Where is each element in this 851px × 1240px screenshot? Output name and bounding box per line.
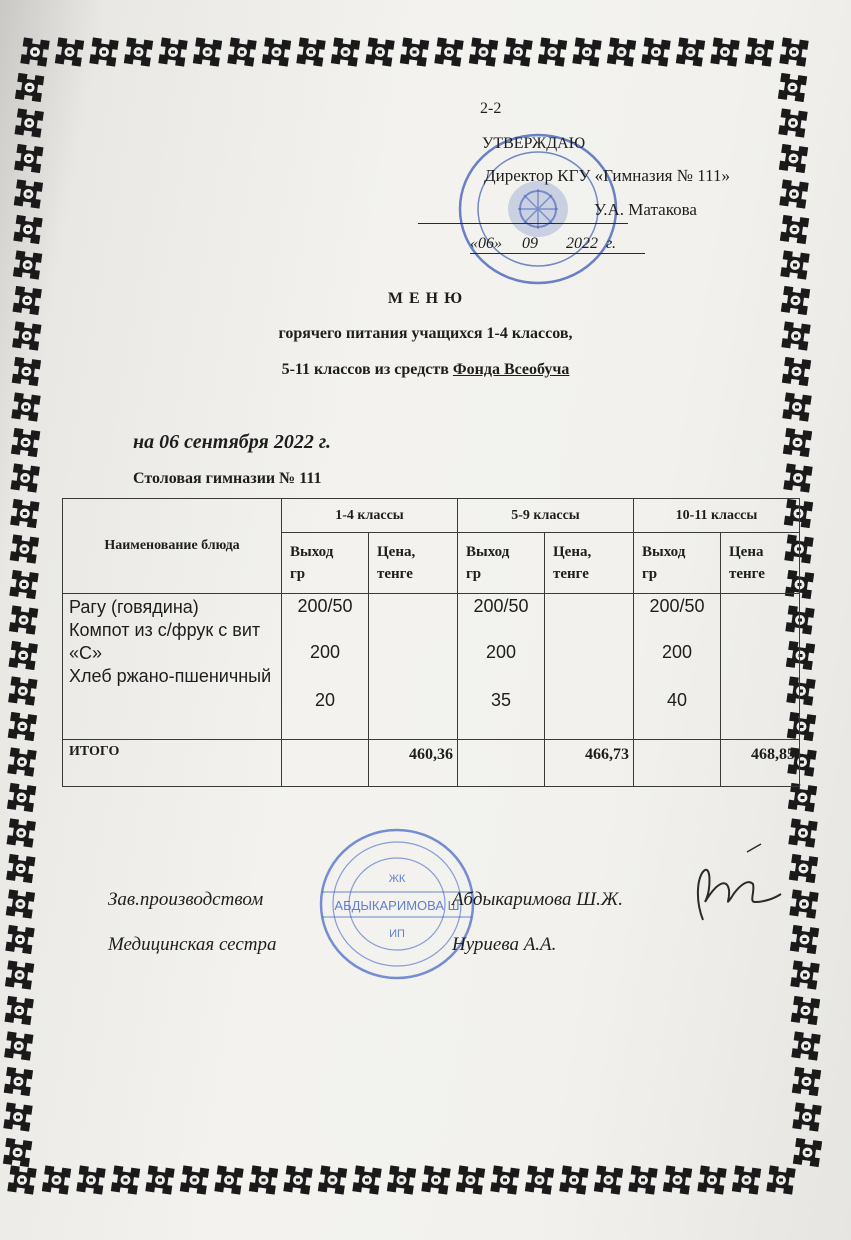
table-row <box>63 594 800 740</box>
handwritten-signature <box>675 840 785 930</box>
role-nurse: Медицинская сестра <box>108 934 277 955</box>
table-header-row <box>63 499 800 533</box>
stamp-top-text: ЖК <box>388 873 406 885</box>
border-ornament <box>434 37 463 66</box>
total-empty-cell <box>634 740 721 787</box>
dish-item: Компот из с/фрук с вит «С» <box>69 620 261 663</box>
total-empty-cell <box>282 740 369 787</box>
yield-header: Выход гр <box>458 533 545 594</box>
dish-list <box>63 594 282 740</box>
border-ornament <box>779 179 808 208</box>
border-ornament <box>790 960 819 989</box>
border-ornament <box>9 570 38 599</box>
border-ornament <box>227 37 256 66</box>
border-ornament <box>5 925 34 954</box>
border-ornament <box>788 783 817 812</box>
menu-date: на 06 сентября 2022 г. <box>133 431 331 453</box>
border-ornament <box>352 1165 381 1194</box>
border-ornament <box>9 605 38 634</box>
yield-values-1-4: 200/50 200 20 <box>282 594 369 740</box>
border-ornament <box>792 1102 821 1131</box>
border-ornament <box>641 37 670 66</box>
yield-header: Выход гр <box>282 533 369 594</box>
border-ornament <box>15 108 44 137</box>
border-ornament <box>214 1165 243 1194</box>
border-ornament <box>572 37 601 66</box>
border-ornament <box>782 392 811 421</box>
canteen-name: Столовая гимназии № 111 <box>133 470 322 487</box>
approval-date: «06» 09 2022 г. <box>470 235 645 254</box>
border-ornament <box>9 641 38 670</box>
group-header-1-4: 1-4 классы <box>282 499 458 533</box>
border-ornament <box>3 1102 32 1131</box>
border-ornament <box>780 250 809 279</box>
yield-header: Выход гр <box>634 533 721 594</box>
border-ornament <box>778 73 807 102</box>
border-ornament <box>5 996 34 1025</box>
border-ornament <box>318 1165 347 1194</box>
border-ornament <box>676 37 705 66</box>
border-ornament <box>8 676 37 705</box>
signature-line <box>418 223 628 224</box>
border-ornament <box>456 1165 485 1194</box>
group-header-5-9: 5-9 классы <box>458 499 634 533</box>
border-ornament <box>538 37 567 66</box>
border-ornament <box>789 854 818 883</box>
border-ornament <box>158 37 187 66</box>
price-header: Цена тенге <box>721 533 800 594</box>
border-ornament <box>778 108 807 137</box>
name-nurse: Нуриева А.А. <box>452 934 557 955</box>
border-ornament <box>89 37 118 66</box>
border-ornament <box>55 37 84 66</box>
border-ornament <box>503 37 532 66</box>
border-ornament <box>791 996 820 1025</box>
yield-values-10-11: 200/50 200 40 <box>634 594 721 740</box>
border-ornament <box>594 1165 623 1194</box>
menu-title: М Е Н Ю <box>387 290 464 307</box>
border-ornament <box>790 925 819 954</box>
border-ornament <box>783 463 812 492</box>
border-ornament <box>387 1165 416 1194</box>
border-ornament <box>3 1138 32 1167</box>
border-ornament <box>283 1165 312 1194</box>
price-cell <box>369 594 458 740</box>
border-ornament <box>124 37 153 66</box>
border-ornament <box>8 712 37 741</box>
border-ornament <box>76 1165 105 1194</box>
price-header: Цена, тенге <box>369 533 458 594</box>
border-ornament <box>11 428 40 457</box>
border-ornament <box>7 783 36 812</box>
border-ornament <box>4 1067 33 1096</box>
total-1-4: 460,36 <box>369 740 458 787</box>
border-ornament <box>710 37 739 66</box>
total-5-9: 466,73 <box>545 740 634 787</box>
border-ornament <box>400 37 429 66</box>
dish-name-header: Наименование блюда <box>63 499 282 594</box>
border-ornament <box>111 1165 140 1194</box>
document-number: 2-2 <box>480 100 502 117</box>
border-ornament <box>145 1165 174 1194</box>
approval-heading: УТВЕРЖДАЮ <box>482 135 586 152</box>
border-ornament <box>663 1165 692 1194</box>
menu-table <box>62 498 800 787</box>
border-ornament <box>788 818 817 847</box>
border-ornament <box>791 1031 820 1060</box>
border-ornament <box>365 37 394 66</box>
total-row <box>63 740 800 787</box>
menu-subtitle-line1: горячего питания учащихся 1-4 классов, <box>278 325 573 342</box>
price-cell <box>545 594 634 740</box>
border-ornament <box>780 215 809 244</box>
border-ornament <box>469 37 498 66</box>
price-cell <box>721 594 800 740</box>
border-ornament <box>607 37 636 66</box>
name-production-manager: Абдыкаримова Ш.Ж. <box>452 889 623 910</box>
border-ornament <box>14 179 43 208</box>
total-10-11: 468,85 <box>721 740 800 787</box>
border-ornament <box>193 37 222 66</box>
stamp-center-text: АБДЫКАРИМОВА Ш <box>334 898 460 913</box>
border-ornament <box>6 854 35 883</box>
border-ornament <box>732 1165 761 1194</box>
border-ornament <box>779 37 808 66</box>
director-name: У.А. Матакова <box>594 200 697 219</box>
dish-item: Хлеб ржано-пшеничный <box>69 666 272 686</box>
border-ornament <box>490 1165 519 1194</box>
border-ornament <box>5 960 34 989</box>
border-ornament <box>14 144 43 173</box>
border-ornament <box>779 144 808 173</box>
border-ornament <box>11 392 40 421</box>
border-ornament <box>766 1165 795 1194</box>
border-ornament <box>331 37 360 66</box>
border-ornament <box>15 73 44 102</box>
border-ornament <box>421 1165 450 1194</box>
menu-subtitle-line2: 5-11 классов из средств Фонда Всеобуча <box>281 361 570 378</box>
border-ornament <box>10 499 39 528</box>
fund-name: Фонда Всеобуча <box>452 361 570 378</box>
border-ornament <box>249 1165 278 1194</box>
director-title: Директор КГУ «Гимназия № 111» <box>484 166 730 185</box>
border-ornament <box>180 1165 209 1194</box>
border-ornament <box>525 1165 554 1194</box>
border-ornament <box>6 889 35 918</box>
border-ornament <box>793 1138 822 1167</box>
stamp-bottom-text: ИП <box>389 928 405 940</box>
price-header: Цена, тенге <box>545 533 634 594</box>
border-ornament <box>559 1165 588 1194</box>
total-empty-cell <box>458 740 545 787</box>
group-header-10-11: 10-11 классы <box>634 499 800 533</box>
border-ornament <box>262 37 291 66</box>
role-production-manager: Зав.производством <box>108 889 264 910</box>
yield-values-5-9: 200/50 200 35 <box>458 594 545 740</box>
border-ornament <box>7 747 36 776</box>
border-ornament <box>42 1165 71 1194</box>
border-ornament <box>7 818 36 847</box>
dish-item: Рагу (говядина) <box>69 597 199 617</box>
border-ornament <box>13 250 42 279</box>
border-ornament <box>628 1165 657 1194</box>
border-ornament <box>789 889 818 918</box>
border-ornament <box>20 37 49 66</box>
border-ornament <box>792 1067 821 1096</box>
border-ornament <box>13 215 42 244</box>
border-ornament <box>7 1165 36 1194</box>
border-ornament <box>11 463 40 492</box>
border-ornament <box>296 37 325 66</box>
border-ornament <box>10 534 39 563</box>
border-ornament <box>745 37 774 66</box>
border-ornament <box>697 1165 726 1194</box>
border-ornament <box>4 1031 33 1060</box>
total-label: ИТОГО <box>63 740 282 787</box>
border-ornament <box>783 428 812 457</box>
